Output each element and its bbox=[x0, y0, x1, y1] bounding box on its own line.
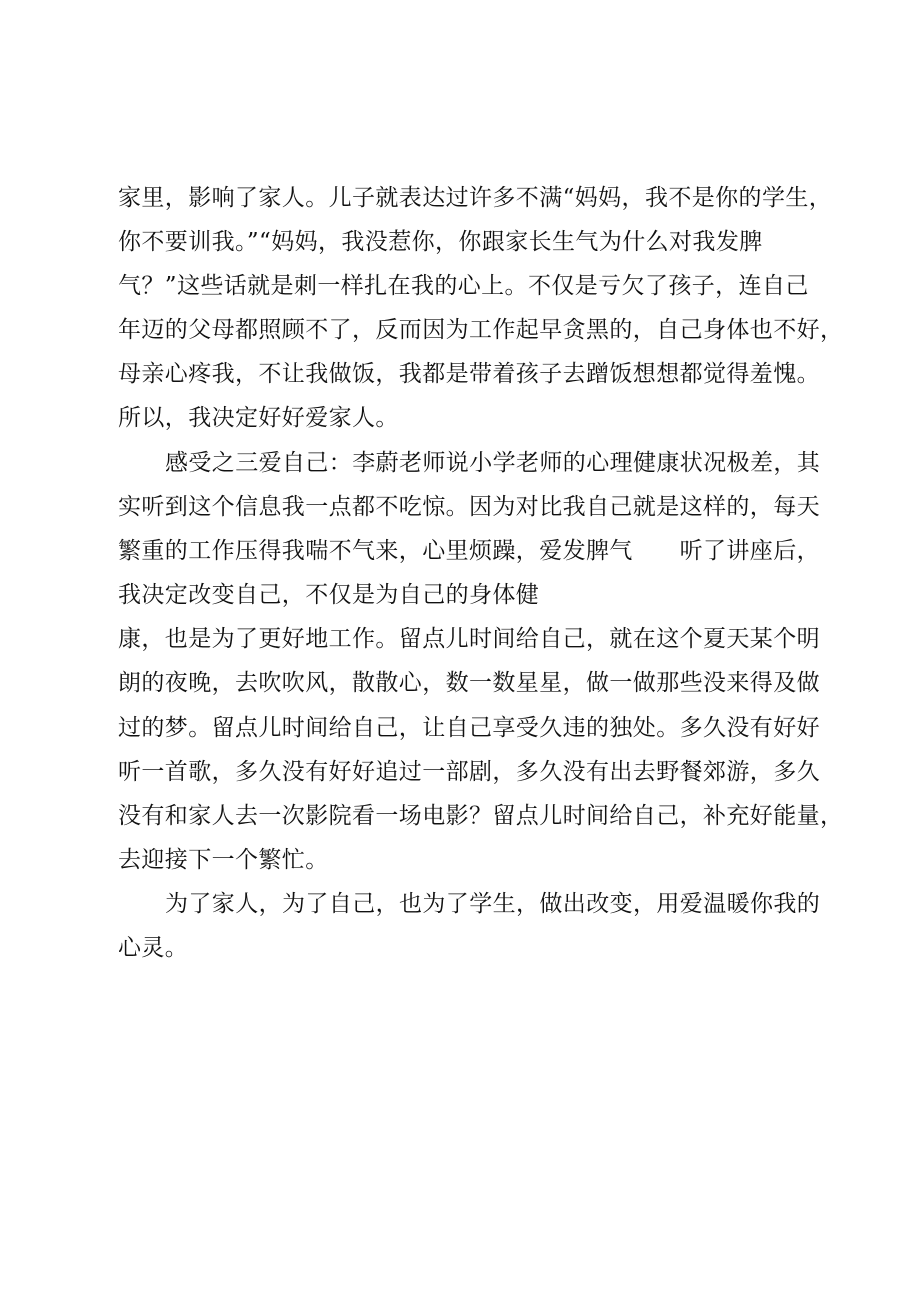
text-line: 年迈的父母都照顾不了，反而因为工作起早贪黑的，自己身体也不好， bbox=[118, 317, 844, 343]
text-line: 家里，影响了家人。儿子就表达过许多不满“妈妈，我不是你的学生， bbox=[118, 185, 833, 211]
text-line: 听一首歌，多久没有好好追过一部剧，多久没有出去野餐郊游，多久 bbox=[118, 759, 820, 785]
text-line: 母亲心疼我，不让我做饭，我都是带着孩子去蹭饭想想都觉得羞愧。 bbox=[118, 361, 820, 387]
text-line: 实听到这个信息我一点都不吃惊。因为对比我自己就是这样的，每天 bbox=[118, 494, 820, 520]
paragraph-first-line: 感受之三爱自己：李蔚老师说小学老师的心理健康状况极差，其 bbox=[165, 450, 821, 476]
text-line: 所以，我决定好好爱家人。 bbox=[118, 405, 399, 431]
text-line: 康，也是为了更好地工作。留点儿时间给自己，就在这个夏天某个明 bbox=[118, 626, 820, 652]
text-line: 过的梦。留点儿时间给自己，让自己享受久违的独处。多久没有好好 bbox=[118, 715, 820, 741]
text-line: 心灵。 bbox=[118, 935, 189, 961]
text-line: 繁重的工作压得我喘不气来，心里烦躁，爱发脾气 听了讲座后， bbox=[118, 538, 820, 564]
text-line: 朗的夜晚，去吹吹风，散散心，数一数星星，做一做那些没来得及做 bbox=[118, 670, 820, 696]
text-line: 气？”这些话就是刺一样扎在我的心上。不仅是亏欠了孩子，连自己 bbox=[118, 273, 809, 299]
text-line: 我决定改变自己，不仅是为自己的身体健 bbox=[118, 582, 540, 608]
text-line: 没有和家人去一次影院看一场电影？留点儿时间给自己，补充好能量， bbox=[118, 803, 844, 829]
text-line: 去迎接下一个繁忙。 bbox=[118, 847, 329, 873]
paragraph-first-line: 为了家人，为了自己，也为了学生，做出改变，用爱温暖你我的 bbox=[165, 891, 821, 917]
text-line: 你不要训我。”“妈妈，我没惹你，你跟家长生气为什么对我发脾 bbox=[118, 229, 763, 255]
